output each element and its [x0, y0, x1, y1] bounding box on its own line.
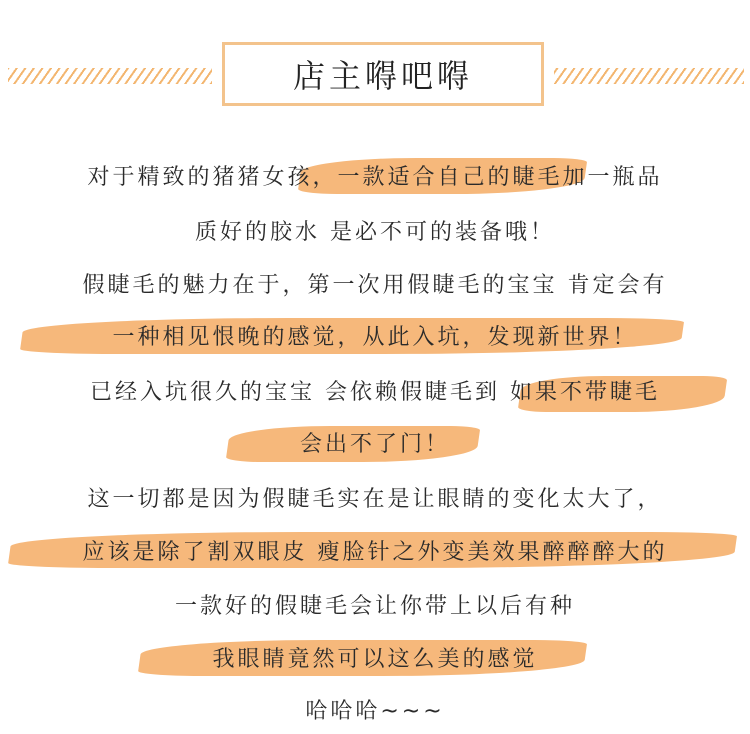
text-line: 我眼睛竟然可以这么美的感觉 — [212, 647, 538, 672]
text-line: 已经入坑很久的宝宝 会依赖假睫毛到 如果不带睫毛 — [90, 380, 660, 405]
text-line: 对于精致的猪猪女孩，一款适合自己的睫毛加一瓶品 — [87, 165, 663, 190]
text-line: 会出不了门！ — [299, 432, 450, 457]
text-line: 哈哈哈~~~ — [305, 699, 445, 724]
text-line: 一种相见恨晚的感觉，从此入坑，发现新世界！ — [112, 325, 638, 350]
text-line: 质好的胶水 是必不可的装备哦！ — [195, 220, 555, 245]
page-title: 店主嘚吧嘚 — [222, 42, 544, 106]
decorative-hatch-right — [554, 68, 744, 84]
text-line: 一款好的假睫毛会让你带上以后有种 — [174, 594, 575, 619]
decorative-hatch-left — [8, 68, 212, 84]
text-line: 假睫毛的魅力在于，第一次用假睫毛的宝宝 肯定会有 — [82, 273, 668, 298]
text-line: 这一切都是因为假睫毛实在是让眼睛的变化太大了， — [87, 487, 663, 512]
text-line: 应该是除了割双眼皮 瘦脸针之外变美效果醉醉醉大的 — [82, 540, 668, 565]
